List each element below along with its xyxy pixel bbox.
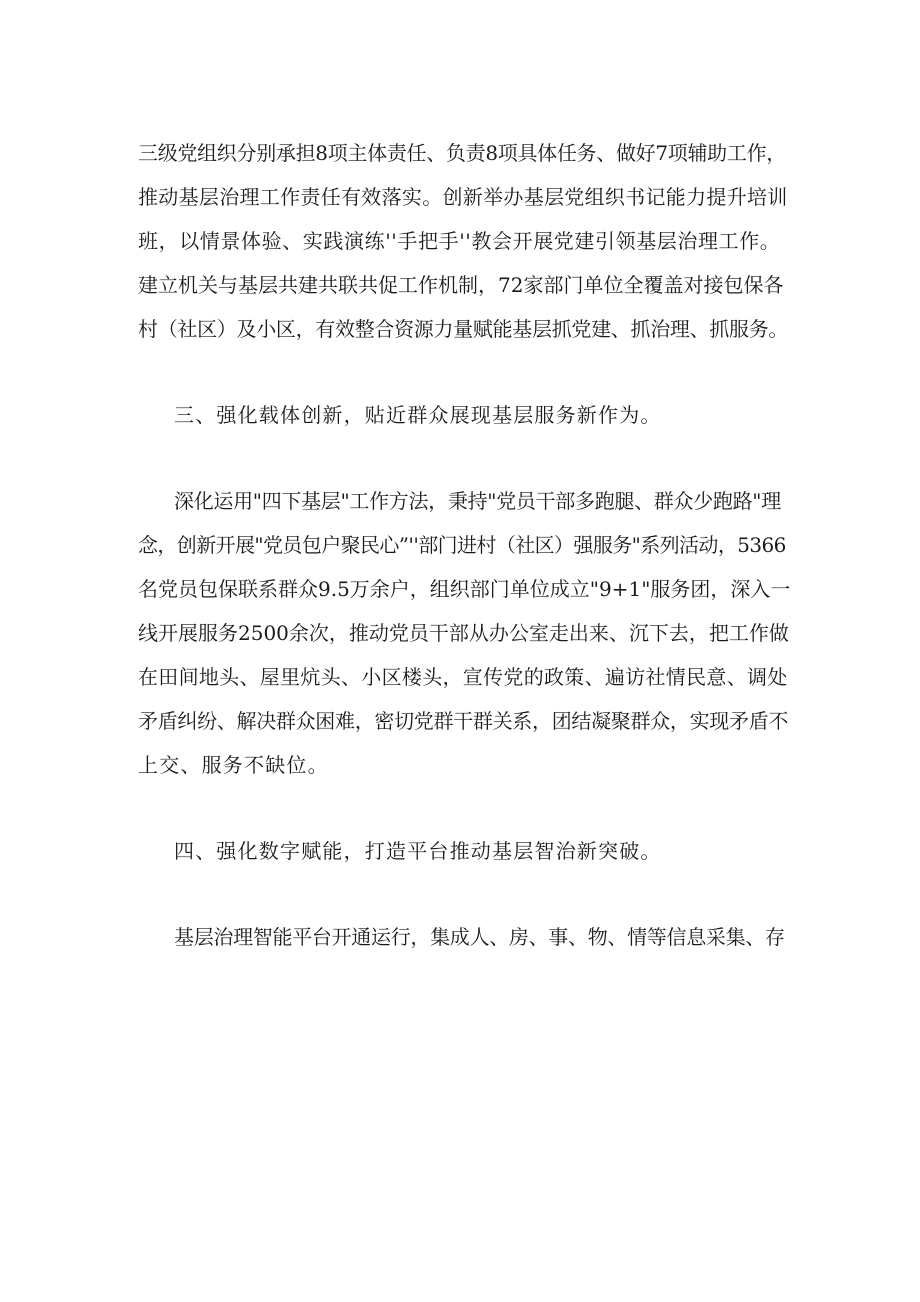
section-heading-4: 四、强化数字赋能，打造平台推动基层智治新突破。	[174, 839, 662, 863]
text-line: 班，以情景体验、实践演练''手把手''教会开展党建引领基层治理工作。	[138, 229, 781, 253]
text-line: 推动基层治理工作责任有效落实。创新举办基层党组织书记能力提升培训	[138, 185, 788, 209]
text-line: 深化运用"四下基层"工作方法，秉持"党员干部多跑腿、群众少跑路"理	[174, 489, 781, 513]
paragraph-3	[138, 915, 790, 959]
text-line: 线开展服务2500余次，推动党员干部从办公室走出来、沉下去，把工作做	[138, 621, 789, 645]
text-line: 基层治理智能平台开通运行，集成人、房、事、物、情等信息采集、存	[174, 925, 785, 949]
text-line: 三级党组织分别承担8项主体责任、负责8项具体任务、做好7项辅助工作，	[138, 141, 786, 165]
document-body	[138, 131, 790, 959]
paragraph-1	[138, 131, 790, 351]
text-line: 上交、服务不缺位。	[138, 753, 329, 777]
section-heading-3: 三、强化载体创新，贴近群众展现基层服务新作为。	[174, 403, 662, 427]
text-line: 建立机关与基层共建共联共促工作机制，72家部门单位全覆盖对接包保各	[138, 273, 784, 297]
text-line: 村（社区）及小区，有效整合资源力量赋能基层抓党建、抓治理、抓服务。	[138, 317, 789, 341]
text-line: 名党员包保联系群众9.5万余户，组织部门单位成立"9+1"服务团，深入一	[138, 577, 791, 601]
text-line: 念，创新开展"党员包户聚民心”''部门进村（社区）强服务"系列活动，5366	[138, 533, 786, 557]
paragraph-2	[138, 479, 790, 787]
text-line: 在田间地头、屋里炕头、小区楼头，宣传党的政策、遍访社情民意、调处	[138, 665, 788, 689]
text-line: 矛盾纠纷、解决群众困难，密切党群干群关系，团结凝聚群众，实现矛盾不	[138, 709, 789, 733]
